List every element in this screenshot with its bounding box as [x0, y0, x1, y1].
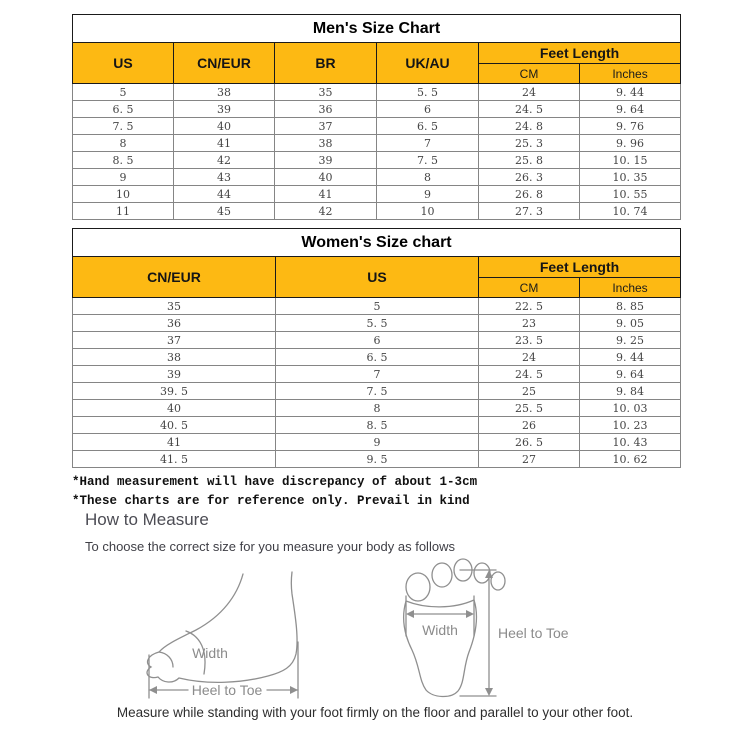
footnote-line: *These charts are for reference only. Prevail in kind: [72, 494, 470, 508]
mens-chart-header-row: [73, 43, 681, 64]
width-label: Width: [422, 622, 458, 638]
table-cell: 36: [275, 101, 377, 118]
table-row: [73, 417, 681, 434]
table-cell: 37: [275, 118, 377, 135]
table-cell: 24. 5: [479, 101, 580, 118]
table-cell: 5: [276, 298, 479, 315]
heel-to-toe-label: Heel to Toe: [191, 682, 263, 698]
col-header-inches: Inches: [580, 278, 681, 298]
table-cell: 25. 3: [479, 135, 580, 152]
table-cell: 38: [73, 349, 276, 366]
width-label: Width: [192, 645, 228, 661]
table-cell: 9. 64: [580, 101, 681, 118]
table-cell: 37: [73, 332, 276, 349]
col-header-feet-length: Feet Length: [479, 43, 681, 64]
table-cell: 9. 44: [580, 349, 681, 366]
table-row: [73, 349, 681, 366]
table-cell: 9. 05: [580, 315, 681, 332]
measure-caption: Measure while standing with your foot firmly on the floor and parallel to your other foot.: [116, 705, 634, 720]
table-cell: 9. 76: [580, 118, 681, 135]
table-cell: 39. 5: [73, 383, 276, 400]
table-cell: 24: [479, 349, 580, 366]
table-cell: 11: [73, 203, 174, 220]
col-header-inches: Inches: [580, 64, 681, 84]
table-row: [73, 118, 681, 135]
table-cell: 5. 5: [377, 84, 479, 101]
table-cell: 9: [73, 169, 174, 186]
table-cell: 42: [174, 152, 275, 169]
table-cell: 40: [275, 169, 377, 186]
table-cell: 8. 5: [73, 152, 174, 169]
arrowhead-down: [485, 688, 493, 696]
col-header-cm: CM: [479, 278, 580, 298]
table-cell: 24: [479, 84, 580, 101]
table-cell: 41: [174, 135, 275, 152]
table-cell: 9: [276, 434, 479, 451]
table-cell: 40: [73, 400, 276, 417]
table-cell: 9. 25: [580, 332, 681, 349]
footnotes: [72, 473, 477, 511]
table-row: [73, 203, 681, 220]
table-row: [73, 186, 681, 203]
table-cell: 8: [276, 400, 479, 417]
table-row: [73, 84, 681, 101]
col-header-uk-au: UK/AU: [377, 43, 479, 84]
col-header-feet-length: Feet Length: [479, 257, 681, 278]
table-cell: 7: [276, 366, 479, 383]
mens-chart-title-row: [73, 15, 681, 43]
table-cell: 35: [73, 298, 276, 315]
table-cell: 24. 5: [479, 366, 580, 383]
womens-size-chart-table: [72, 228, 681, 468]
table-cell: 40. 5: [73, 417, 276, 434]
table-row: [73, 366, 681, 383]
table-cell: 7. 5: [377, 152, 479, 169]
table-cell: 8. 85: [580, 298, 681, 315]
table-cell: 40: [174, 118, 275, 135]
table-cell: 39: [174, 101, 275, 118]
table-cell: 26. 3: [479, 169, 580, 186]
table-cell: 8: [73, 135, 174, 152]
little-toe: [491, 572, 505, 590]
table-cell: 9. 84: [580, 383, 681, 400]
table-cell: 8. 5: [276, 417, 479, 434]
table-cell: 25: [479, 383, 580, 400]
table-row: [73, 101, 681, 118]
table-cell: 6. 5: [276, 349, 479, 366]
womens-chart-header-row: [73, 257, 681, 278]
table-cell: 25. 5: [479, 400, 580, 417]
womens-table-body: [73, 298, 681, 468]
table-cell: 10: [377, 203, 479, 220]
table-cell: 6: [276, 332, 479, 349]
how-to-measure-heading: How to Measure: [85, 510, 209, 529]
table-cell: 7: [377, 135, 479, 152]
table-cell: 42: [275, 203, 377, 220]
toe-detail-line: [159, 652, 173, 667]
table-cell: 25. 8: [479, 152, 580, 169]
col-header-us: US: [276, 257, 479, 298]
foot-outline: [147, 572, 297, 682]
mens-chart-title: Men's Size Chart: [73, 15, 681, 43]
col-header-cn-eur: CN/EUR: [73, 257, 276, 298]
table-cell: 7. 5: [73, 118, 174, 135]
table-cell: 39: [73, 366, 276, 383]
table-cell: 38: [275, 135, 377, 152]
table-cell: 35: [275, 84, 377, 101]
table-cell: 43: [174, 169, 275, 186]
table-cell: 8: [377, 169, 479, 186]
table-row: [73, 400, 681, 417]
table-cell: 26: [479, 417, 580, 434]
table-cell: 5. 5: [276, 315, 479, 332]
footnote-line: *Hand measurement will have discrepancy of about 1-3cm: [72, 475, 478, 489]
table-cell: 39: [275, 152, 377, 169]
table-row: [73, 451, 681, 468]
table-row: [73, 332, 681, 349]
col-header-br: BR: [275, 43, 377, 84]
col-header-us: US: [73, 43, 174, 84]
col-header-cm: CM: [479, 64, 580, 84]
table-cell: 6: [377, 101, 479, 118]
table-row: [73, 434, 681, 451]
table-row: [73, 298, 681, 315]
table-cell: 10. 74: [580, 203, 681, 220]
table-cell: 9: [377, 186, 479, 203]
arrowhead-right: [466, 610, 474, 618]
mens-table-body: [73, 84, 681, 220]
table-row: [73, 315, 681, 332]
second-toe: [432, 563, 452, 587]
arrowhead-right: [290, 686, 298, 694]
table-row: [73, 383, 681, 400]
table-cell: 24. 8: [479, 118, 580, 135]
table-cell: 41: [275, 186, 377, 203]
table-cell: 36: [73, 315, 276, 332]
table-cell: 6. 5: [377, 118, 479, 135]
mens-size-chart-table: [72, 14, 681, 220]
table-cell: 10: [73, 186, 174, 203]
table-cell: 7. 5: [276, 383, 479, 400]
table-cell: 9. 96: [580, 135, 681, 152]
table-cell: 23: [479, 315, 580, 332]
table-cell: 26. 8: [479, 186, 580, 203]
table-cell: 6. 5: [73, 101, 174, 118]
table-cell: 22. 5: [479, 298, 580, 315]
table-cell: 10. 55: [580, 186, 681, 203]
table-cell: 38: [174, 84, 275, 101]
table-cell: 26. 5: [479, 434, 580, 451]
table-cell: 9. 44: [580, 84, 681, 101]
table-cell: 10. 23: [580, 417, 681, 434]
table-cell: 10. 35: [580, 169, 681, 186]
table-row: [73, 135, 681, 152]
heel-to-toe-label: Heel to Toe: [498, 625, 569, 641]
womens-chart-title: Women's Size chart: [73, 229, 681, 257]
table-cell: 27. 3: [479, 203, 580, 220]
arrowhead-left: [406, 610, 414, 618]
table-cell: 23. 5: [479, 332, 580, 349]
table-cell: 9. 64: [580, 366, 681, 383]
big-toe: [406, 573, 430, 601]
how-to-measure-intro: To choose the correct size for you measure your body as follows: [85, 539, 455, 554]
womens-chart-title-row: [73, 229, 681, 257]
table-cell: 45: [174, 203, 275, 220]
table-cell: 10. 62: [580, 451, 681, 468]
table-cell: 9. 5: [276, 451, 479, 468]
table-cell: 10. 43: [580, 434, 681, 451]
col-header-cn-eur: CN/EUR: [174, 43, 275, 84]
table-row: [73, 152, 681, 169]
table-cell: 10. 03: [580, 400, 681, 417]
table-cell: 10. 15: [580, 152, 681, 169]
arrowhead-left: [149, 686, 157, 694]
table-cell: 44: [174, 186, 275, 203]
table-cell: 41: [73, 434, 276, 451]
foot-top-view-diagram: [392, 556, 577, 708]
table-cell: 41. 5: [73, 451, 276, 468]
table-cell: 27: [479, 451, 580, 468]
foot-side-view-diagram: [140, 556, 320, 706]
table-row: [73, 169, 681, 186]
table-cell: 5: [73, 84, 174, 101]
